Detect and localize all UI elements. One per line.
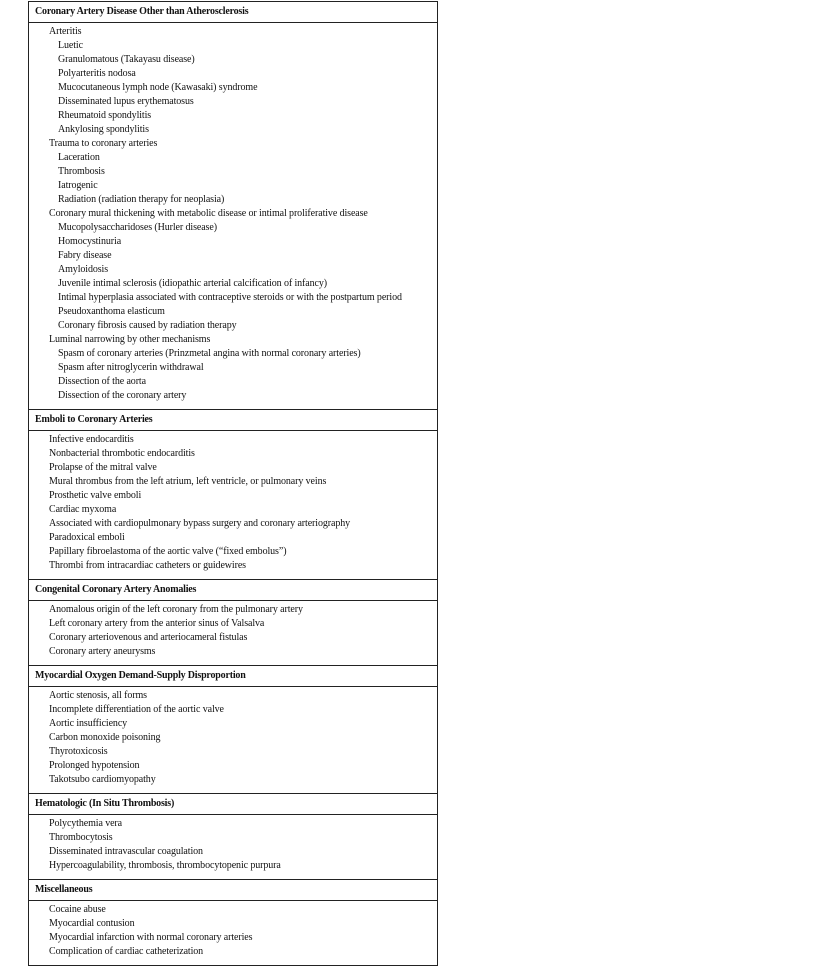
sub-list-item: Luetic bbox=[58, 40, 83, 51]
list-item: Takotsubo cardiomyopathy bbox=[49, 774, 156, 785]
list-item: Infective endocarditis bbox=[49, 434, 134, 445]
list-item: Anomalous origin of the left coronary from the pulmonary artery bbox=[49, 604, 303, 615]
list-item: Polycythemia vera bbox=[49, 818, 122, 829]
sub-list-item: Ankylosing spondylitis bbox=[58, 124, 149, 135]
sub-list-item: Fabry disease bbox=[58, 250, 112, 261]
sub-list-item: Polyarteritis nodosa bbox=[58, 68, 136, 79]
list-item: Coronary arteriovenous and arteriocameral fistulas bbox=[49, 632, 248, 643]
list-item: Thrombocytosis bbox=[49, 832, 113, 843]
sub-list-item: Granulomatous (Takayasu disease) bbox=[58, 54, 195, 65]
list-item: Thyrotoxicosis bbox=[49, 746, 108, 757]
list-item: Arteritis bbox=[49, 26, 82, 37]
sub-list-item: Coronary fibrosis caused by radiation therapy bbox=[58, 320, 237, 331]
list-item: Incomplete differentiation of the aortic valve bbox=[49, 704, 224, 715]
sub-list-item: Disseminated lupus erythematosus bbox=[58, 96, 194, 107]
list-item: Complication of cardiac catheterization bbox=[49, 946, 204, 957]
list-item: Luminal narrowing by other mechanisms bbox=[49, 334, 211, 345]
section-header: Miscellaneous bbox=[29, 880, 437, 901]
sub-list-item: Dissection of the aorta bbox=[58, 376, 146, 387]
list-item: Nonbacterial thrombotic endocarditis bbox=[49, 448, 195, 459]
list-item: Myocardial infarction with normal coronary arteries bbox=[49, 932, 253, 943]
section-body bbox=[29, 601, 437, 666]
section-header: Congenital Coronary Artery Anomalies bbox=[29, 580, 437, 601]
list-item: Prolapse of the mitral valve bbox=[49, 462, 157, 473]
list-item: Associated with cardiopulmonary bypass surgery and coronary arteriography bbox=[49, 518, 351, 529]
section-body bbox=[29, 431, 437, 580]
sub-list-item: Juvenile intimal sclerosis (idiopathic arterial calcification of infancy) bbox=[58, 278, 327, 289]
causes-table bbox=[28, 1, 438, 966]
table-section bbox=[29, 666, 437, 794]
sub-list-item: Spasm after nitroglycerin withdrawal bbox=[58, 362, 204, 373]
list-item: Aortic stenosis, all forms bbox=[49, 690, 147, 701]
section-header: Hematologic (In Situ Thrombosis) bbox=[29, 794, 437, 815]
sub-list-item: Intimal hyperplasia associated with contraceptive steroids or with the postpartum period bbox=[58, 292, 402, 303]
list-item: Aortic insufficiency bbox=[49, 718, 128, 729]
list-item: Cocaine abuse bbox=[49, 904, 106, 915]
list-item: Carbon monoxide poisoning bbox=[49, 732, 161, 743]
list-item: Cardiac myxoma bbox=[49, 504, 117, 515]
sub-list-item: Homocystinuria bbox=[58, 236, 122, 247]
section-header: Coronary Artery Disease Other than Atherosclerosis bbox=[29, 2, 437, 23]
sub-list-item: Thrombosis bbox=[58, 166, 105, 177]
list-item: Prosthetic valve emboli bbox=[49, 490, 142, 501]
list-item: Coronary artery aneurysms bbox=[49, 646, 156, 657]
sub-list-item: Radiation (radiation therapy for neoplasia) bbox=[58, 194, 225, 205]
sub-list-item: Laceration bbox=[58, 152, 100, 163]
table-section bbox=[29, 580, 437, 666]
list-item: Left coronary artery from the anterior sinus of Valsalva bbox=[49, 618, 265, 629]
list-item: Myocardial contusion bbox=[49, 918, 135, 929]
sub-list-item: Spasm of coronary arteries (Prinzmetal angina with normal coronary arteries) bbox=[58, 348, 361, 359]
list-item: Disseminated intravascular coagulation bbox=[49, 846, 203, 857]
section-header: Emboli to Coronary Arteries bbox=[29, 410, 437, 431]
sub-list-item: Rheumatoid spondylitis bbox=[58, 110, 152, 121]
section-body bbox=[29, 23, 437, 410]
sub-list-item: Mucopolysaccharidoses (Hurler disease) bbox=[58, 222, 217, 233]
table-section bbox=[29, 2, 437, 410]
sub-list-item: Dissection of the coronary artery bbox=[58, 390, 187, 401]
list-item: Mural thrombus from the left atrium, left ventricle, or pulmonary veins bbox=[49, 476, 327, 487]
sub-list-item: Iatrogenic bbox=[58, 180, 98, 191]
section-header: Myocardial Oxygen Demand-Supply Disproportion bbox=[29, 666, 437, 687]
table-section bbox=[29, 410, 437, 580]
sub-list-item: Pseudoxanthoma elasticum bbox=[58, 306, 165, 317]
list-item: Trauma to coronary arteries bbox=[49, 138, 158, 149]
section-body bbox=[29, 687, 437, 794]
sub-list-item: Amyloidosis bbox=[58, 264, 109, 275]
section-body bbox=[29, 901, 437, 965]
sub-list-item: Mucocutaneous lymph node (Kawasaki) syndrome bbox=[58, 82, 258, 93]
list-item: Hypercoagulability, thrombosis, thrombocytopenic purpura bbox=[49, 860, 281, 871]
section-body bbox=[29, 815, 437, 880]
table-section bbox=[29, 880, 437, 965]
list-item: Thrombi from intracardiac catheters or guidewires bbox=[49, 560, 246, 571]
table-section bbox=[29, 794, 437, 880]
list-item: Coronary mural thickening with metabolic disease or intimal proliferative disease bbox=[49, 208, 368, 219]
list-item: Paradoxical emboli bbox=[49, 532, 125, 543]
list-item: Prolonged hypotension bbox=[49, 760, 140, 771]
list-item: Papillary fibroelastoma of the aortic valve (“fixed embolus”) bbox=[49, 546, 287, 557]
